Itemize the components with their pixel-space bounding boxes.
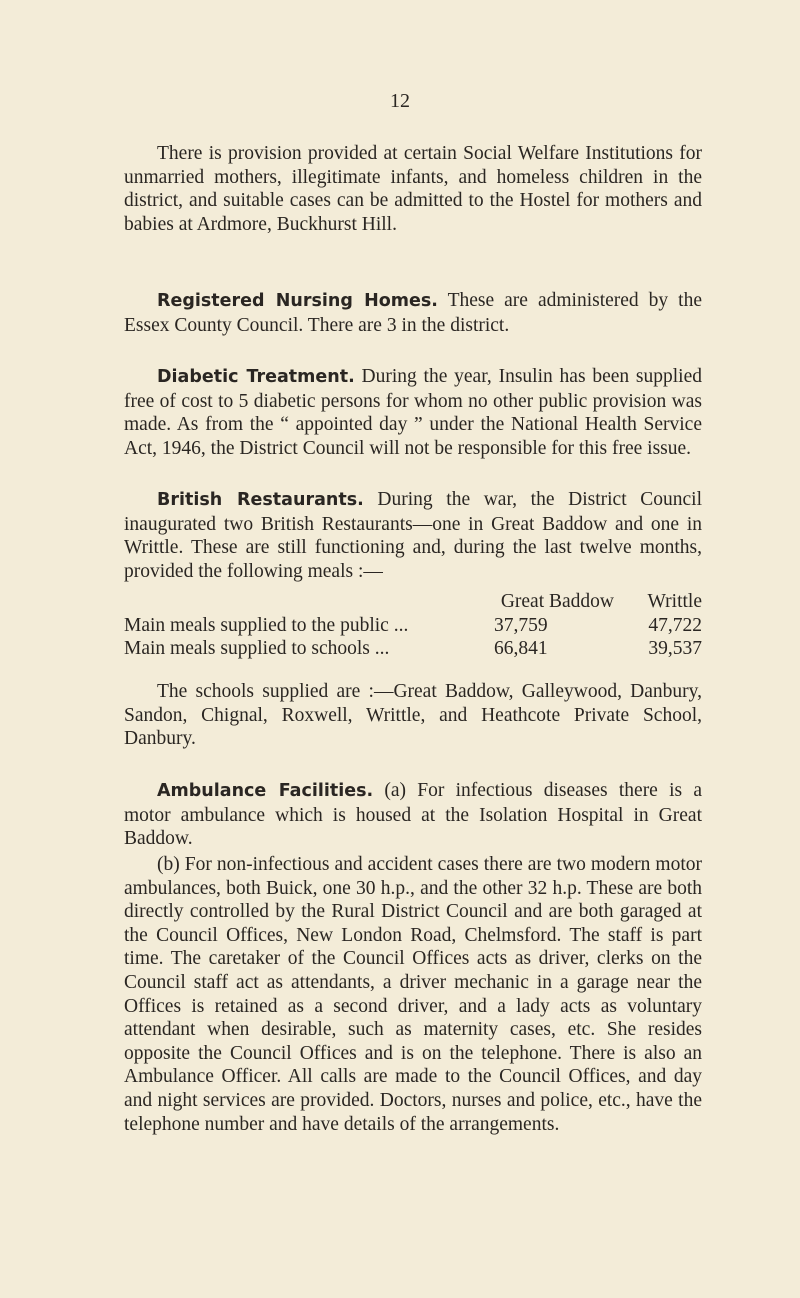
great-baddow-value: 66,841 bbox=[494, 638, 548, 660]
meals-table bbox=[124, 590, 702, 661]
writtle-value: 47,722 bbox=[648, 614, 702, 636]
welfare-paragraph bbox=[124, 142, 702, 236]
column-great-baddow: Great Baddow bbox=[500, 591, 614, 612]
meals-table-header bbox=[124, 590, 702, 614]
table-row bbox=[124, 614, 702, 638]
nursing-homes-paragraph bbox=[124, 289, 702, 337]
nursing-homes-heading: Registered Nursing Homes. bbox=[157, 291, 438, 311]
restaurants-heading: British Restaurants. bbox=[157, 490, 364, 510]
column-writtle: Writtle bbox=[647, 591, 702, 612]
row-label: Main meals supplied to the public ... bbox=[124, 614, 409, 636]
page-number: 12 bbox=[390, 90, 410, 112]
writtle-value: 39,537 bbox=[648, 638, 702, 660]
nursing-homes-text: These are administered by the Essex County Council. There are 3 in the district. bbox=[124, 290, 702, 336]
great-baddow-value: 37,759 bbox=[494, 614, 548, 636]
row-label: Main meals supplied to schools ... bbox=[124, 638, 390, 660]
diabetic-paragraph bbox=[124, 365, 702, 460]
ambulance-text-b: (b) For non-infectious and accident cases there are two modern motor ambulances, both Buick, one 30 h.p., and the other 32 h.p. These are both directly controlled by the Rural District Council and are both garaged at the Council Offices, New London Road, Chelmsford. The staff is part time. The caretaker of the Council Offices acts as driver, clerks on the Council staff act as attendants, a driver mechanic in a garage near the Offices is retained as a second driver, and a lady acts as voluntary attendant when desirable, such as maternity cases, etc. She resides opposite the Council Offices and is on the telephone. There is also an Ambulance Officer. All calls are made to the Council Offices, and day and night services are provided. Doctors, nurses and police, etc., have the telephone number and have details of the arrangements. bbox=[124, 854, 702, 1135]
ambulance-paragraph-a bbox=[124, 779, 702, 851]
restaurants-text: During the war, the District Council inaugurated two British Restaurants—one in Great Baddow and one in Writtle. These are still functioning and, during the last twelve months, provided the following meals :— bbox=[124, 489, 702, 582]
diabetic-heading: Diabetic Treatment. bbox=[157, 367, 355, 387]
restaurants-paragraph bbox=[124, 488, 702, 583]
schools-text: The schools supplied are :—Great Baddow, Galleywood, Danbury, Sandon, Chignal, Roxwell, Writtle, and Heathcote Private School, Danbury. bbox=[124, 681, 702, 750]
ambulance-paragraph-b bbox=[124, 853, 702, 1136]
table-row bbox=[124, 637, 702, 661]
schools-paragraph bbox=[124, 680, 702, 751]
welfare-text: There is provision provided at certain Social Welfare Institutions for unmarried mothers, illegitimate infants, and homeless children in the district, and suitable cases can be admitted to the Hostel for mothers and babies at Ardmore, Buckhurst Hill. bbox=[124, 143, 702, 235]
ambulance-text-a: (a) For infectious diseases there is a motor ambulance which is housed at the Isolation Hospital in Great Baddow. bbox=[124, 780, 702, 850]
ambulance-heading: Ambulance Facilities. bbox=[157, 781, 374, 801]
diabetic-text: During the year, Insulin has been supplied free of cost to 5 diabetic persons for whom no other public provision was made. As from the “ appointed day ” under the National Health Service Act, 1946, the District Council will not be responsible for this free issue. bbox=[124, 366, 702, 459]
